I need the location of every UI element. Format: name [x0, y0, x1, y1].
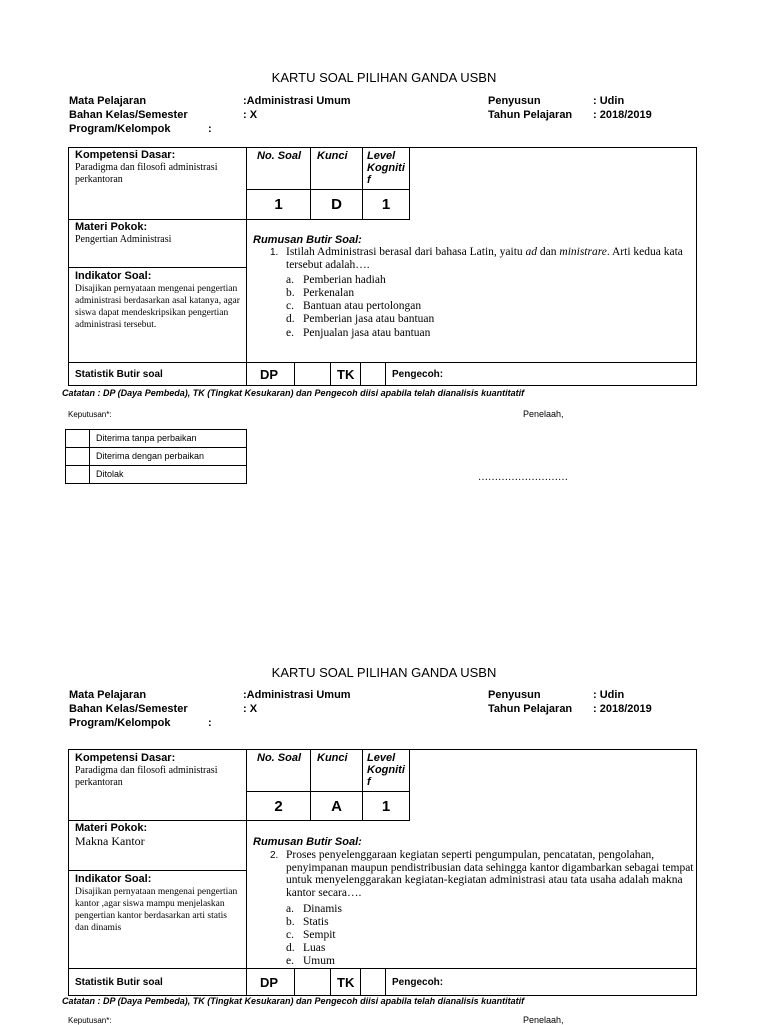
kompetensi-text: Paradigma dan filosofi administrasi perkantoran [75, 765, 218, 788]
program-label: Program/Kelompok [69, 717, 171, 729]
materi-text: Pengertian Administrasi [75, 234, 172, 245]
indikator-label: Indikator Soal: [75, 270, 152, 282]
kunci-value: A [331, 798, 342, 815]
program-value: : [208, 123, 212, 135]
level-value: 1 [381, 196, 391, 213]
tahun-label: Tahun Pelajaran [488, 109, 573, 121]
signature-dots: ……………………… [478, 472, 568, 483]
catatan-note: Catatan : DP (Daya Pembeda), TK (Tingkat Kesukaran) dan Pengecoh diisi apabila telah dianalisis kuantitatif [62, 996, 525, 1006]
level-label: Level Kogniti f [367, 150, 405, 186]
card-title: KARTU SOAL PILIHAN GANDA USBN [271, 665, 497, 680]
pengecoh-label: Pengecoh: [392, 369, 444, 380]
catatan-note: Catatan : DP (Daya Pembeda), TK (Tingkat Kesukaran) dan Pengecoh diisi apabila telah dianalisis kuantitatif [62, 388, 525, 398]
tk-label: TK [337, 975, 355, 990]
dp-label: DP [260, 367, 279, 382]
dp-label: DP [260, 975, 279, 990]
diterima-tanpa-option[interactable]: Diterima tanpa perbaikan [96, 433, 197, 443]
option-e: e. Umum [286, 955, 335, 967]
penelaah-label: Penelaah, [523, 1015, 564, 1025]
penyusun-value: : Udin [593, 689, 625, 701]
no-soal-value: 2 [274, 798, 283, 815]
option-d: d. Luas [286, 942, 326, 954]
materi-label: Materi Pokok: [75, 822, 148, 834]
penelaah-label: Penelaah, [523, 409, 564, 419]
penyusun-label: Penyusun [488, 95, 541, 107]
level-label: Level Kogniti f [367, 752, 405, 788]
option-c: c. Bantuan atau pertolongan [286, 300, 422, 312]
question-stem: Istilah Administrasi berasal dari bahasa Latin, yaitu ad dan ministrare. Arti kedua kata tersebut adalah…. [286, 246, 683, 271]
rumusan-label: Rumusan Butir Soal: [253, 234, 362, 246]
tahun-label: Tahun Pelajaran [488, 703, 573, 715]
option-b: b. Perkenalan [286, 287, 355, 299]
kunci-label: Kunci [317, 752, 348, 764]
keputusan-label: Keputusan*: [68, 410, 112, 419]
keputusan-label: Keputusan*: [68, 1016, 112, 1025]
kompetensi-label: Kompetensi Dasar: [75, 149, 176, 161]
no-soal-value: 1 [274, 196, 283, 213]
statistik-label: Statistik Butir soal [75, 369, 163, 380]
pengecoh-label: Pengecoh: [392, 977, 444, 988]
statistik-label: Statistik Butir soal [75, 977, 163, 988]
bahan-kelas-value: : X [243, 703, 258, 715]
penyusun-label: Penyusun [488, 689, 541, 701]
rumusan-label: Rumusan Butir Soal: [253, 836, 362, 848]
indikator-text: Disajikan pernyataan mengenai pengertian administrasi berdasarkan asal katanya, agar siswa dapat mendeskripsikan pengertian administrasi tersebut. [75, 284, 240, 330]
diterima-dengan-option[interactable]: Diterima dengan perbaikan [96, 451, 205, 461]
bahan-kelas-label: Bahan Kelas/Semester [69, 109, 188, 121]
tk-label: TK [337, 367, 355, 382]
question-stem: Proses penyelenggaraan kegiatan seperti pengumpulan, pencatatan, pengolahan, penyimpanan maupun pendistribusian data sehingga kantor digambarkan sebagai tempat untuk menyelenggarakan kegiatan-kegiatan administrasi atau tata usaha adalah makna kantor secara…. [286, 849, 694, 899]
program-value: : [208, 717, 212, 729]
kunci-value: D [331, 196, 342, 213]
question-2 [270, 849, 700, 899]
penyusun-value: : Udin [593, 95, 625, 107]
ditolak-option[interactable]: Ditolak [96, 469, 124, 479]
level-value: 1 [381, 798, 391, 815]
tahun-value: : 2018/2019 [593, 703, 652, 715]
kompetensi-text: Paradigma dan filosofi administrasi perkantoran [75, 162, 218, 185]
no-soal-label: No. Soal [257, 752, 302, 764]
tahun-value: : 2018/2019 [593, 109, 652, 121]
no-soal-label: No. Soal [257, 150, 302, 162]
mata-pelajaran-value: :Administrasi Umum [243, 689, 351, 701]
card-title: KARTU SOAL PILIHAN GANDA USBN [271, 70, 497, 85]
option-a: a. Pemberian hadiah [286, 274, 386, 286]
program-label: Program/Kelompok [69, 123, 171, 135]
option-c: c. Sempit [286, 929, 336, 941]
option-e: e. Penjualan jasa atau bantuan [286, 327, 431, 339]
bahan-kelas-value: : X [243, 109, 258, 121]
mata-pelajaran-value: :Administrasi Umum [243, 95, 351, 107]
kompetensi-label: Kompetensi Dasar: [75, 752, 176, 764]
materi-text: Makna Kantor [75, 834, 145, 848]
question-number: 2. [270, 850, 279, 861]
option-b: b. Statis [286, 916, 329, 928]
option-a: a. Dinamis [286, 903, 342, 915]
bahan-kelas-label: Bahan Kelas/Semester [69, 703, 188, 715]
indikator-label: Indikator Soal: [75, 873, 152, 885]
option-d: d. Pemberian jasa atau bantuan [286, 313, 435, 325]
kunci-label: Kunci [317, 150, 348, 162]
indikator-text: Disajikan pernyataan mengenai pengertian kantor ,agar siswa mampu menjelaskan pengertian kantor berdasarkan arti statis dan dinamis [75, 887, 238, 933]
mata-pelajaran-label: Mata Pelajaran [69, 689, 147, 701]
mata-pelajaran-label: Mata Pelajaran [69, 95, 147, 107]
materi-label: Materi Pokok: [75, 221, 148, 233]
question-number: 1. [270, 247, 279, 258]
